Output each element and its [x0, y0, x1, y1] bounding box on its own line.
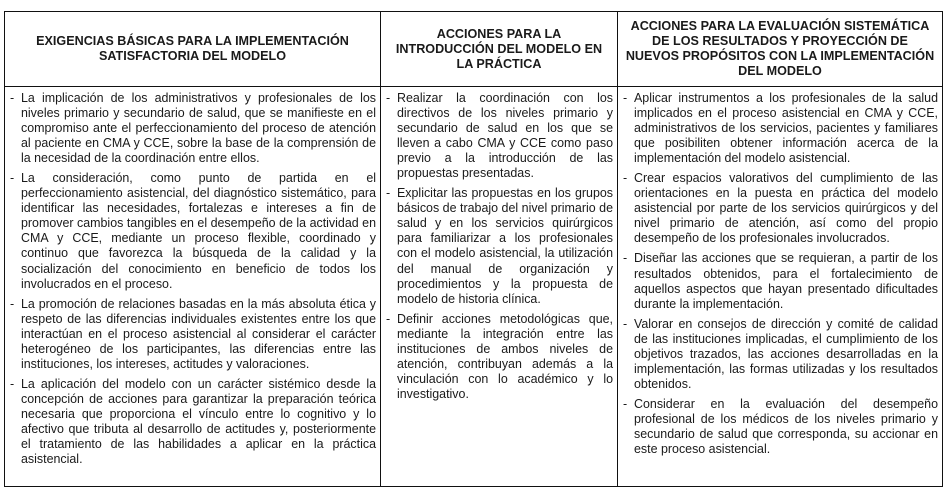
- item-text: Definir acciones metodológicas que, mediante la integración entre las instituciones de ambos niveles de atención, contribuyan además a la vinculación con lo académico y lo investigativo.: [397, 311, 613, 401]
- column-introduction-actions: [381, 12, 618, 486]
- bullet-dash: -: [386, 91, 391, 105]
- column-header: ACCIONES PARA LA INTRODUCCIÓN DEL MODELO EN LA PRÁCTICA: [381, 12, 617, 87]
- column-header: EXIGENCIAS BÁSICAS PARA LA IMPLEMENTACIÓN SATISFACTORIA DEL MODELO: [5, 12, 380, 87]
- column-body: [381, 88, 617, 486]
- column-body: [5, 88, 380, 486]
- column-header: ACCIONES PARA LA EVALUACIÓN SISTEMÁTICA DE LOS RESULTADOS Y PROYECCIÓN DE NUEVOS PROPÓSITOS CON LA IMPLEMENTACIÓN DEL MODELO: [618, 12, 942, 87]
- item-text: Realizar la coordinación con los directivos de los niveles primario y secundario de salud en los que se lleven a cabo CMA y CCE como paso previo a la introducción de las propuestas presentadas.: [397, 91, 613, 181]
- bullet-dash: -: [10, 91, 15, 105]
- item-text: La implicación de los administrativos y profesionales de los niveles primario y secundario de salud, que se manifieste en el compromiso ante el perfeccionamiento del proceso de atención al paciente en CMA y CCE, sobre la base de la comprensión de la necesidad de la coordinación entre ellos.: [21, 91, 376, 166]
- list-item: [385, 186, 613, 306]
- item-text: Crear espacios valorativos del cumplimiento de las orientaciones en la puesta en práctica del modelo asistencial por parte de los servicios quirúrgicos y del nivel primario de atención, así como del propio desempeño de los profesionales involucrados.: [634, 171, 938, 246]
- bullet-dash: -: [623, 251, 628, 266]
- bullet-dash: -: [10, 296, 15, 311]
- model-implementation-table: [4, 11, 943, 487]
- list-item: [9, 91, 376, 166]
- bullet-dash: -: [623, 171, 628, 186]
- column-body: [618, 88, 942, 486]
- column-evaluation-actions: [618, 12, 942, 486]
- item-text: La consideración, como punto de partida en el perfeccionamiento asistencial, del diagnóstico sistemático, para identificar las necesidades, fortalezas e intereses a fin de promover cambios tangibles en el desempeño de la actividad en CMA y CCE, mediante un proceso flexible, coordinado y continuo que favorezca la búsqueda de la calidad y la socialización del conocimiento en beneficio de todos los involucrados en el proceso.: [21, 171, 376, 291]
- column-basic-requirements: [5, 12, 381, 486]
- list-item: [622, 397, 938, 457]
- list-item: [622, 317, 938, 392]
- bullet-dash: -: [10, 171, 15, 186]
- bullet-dash: -: [623, 316, 628, 331]
- list-item: [622, 251, 938, 311]
- bullet-dash: -: [386, 311, 391, 326]
- item-text: Valorar en consejos de dirección y comité de calidad de las instituciones implicadas, el cumplimiento de los objetivos trazados, las acciones desarrolladas en la implementación, las formas utilizadas y los resultados obtenidos.: [634, 316, 938, 391]
- item-text: Explicitar las propuestas en los grupos básicos de trabajo del nivel primario de salud y en los servicios quirúrgicos para familiarizar a los profesionales con el modelo asistencial, la utilización del manual de organización y procedimientos y la propuesta de modelo de historia clínica.: [397, 186, 613, 306]
- bullet-dash: -: [10, 376, 15, 391]
- list-item: [385, 312, 613, 402]
- bullet-dash: -: [386, 186, 391, 201]
- bullet-dash: -: [623, 91, 628, 105]
- item-text: La promoción de relaciones basadas en la más absoluta ética y respeto de las diferencias individuales existentes entre los que interactúan en el proceso asistencial al considerar el carácter heterogéneo de los participantes, las diferencias entre las instituciones, los intereses, actitudes y valoraciones.: [21, 296, 376, 371]
- list-item: [9, 297, 376, 372]
- item-text: Aplicar instrumentos a los profesionales de la salud implicados en el proceso asistencial en CMA y CCE, administrativos de los servicios, pacientes y familiares que posibiliten obtener información acerca de la implementación del modelo asistencial.: [634, 91, 938, 166]
- item-text: Considerar en la evaluación del desempeño profesional de los médicos de los niveles primario y secundario de salud que corresponda, su accionar en este proceso asistencial.: [634, 396, 938, 457]
- list-item: [622, 171, 938, 246]
- list-item: [9, 171, 376, 291]
- list-item: [622, 91, 938, 166]
- item-text: La aplicación del modelo con un carácter sistémico desde la concepción de acciones para garantizar la preparación teórica necesaria que proporciona el vínculo entre lo cognitivo y lo afectivo que tributa al desarrollo de actitudes y, posteriormente el tratamiento de las habilidades a aplicar en la práctica asistencial.: [21, 376, 376, 467]
- list-item: [9, 377, 376, 467]
- item-text: Diseñar las acciones que se requieran, a partir de los resultados obtenidos, para el fortalecimiento de aquellos aspectos que hayan presentado dificultades durante la implementación.: [634, 251, 938, 311]
- list-item: [385, 91, 613, 181]
- bullet-dash: -: [623, 396, 628, 411]
